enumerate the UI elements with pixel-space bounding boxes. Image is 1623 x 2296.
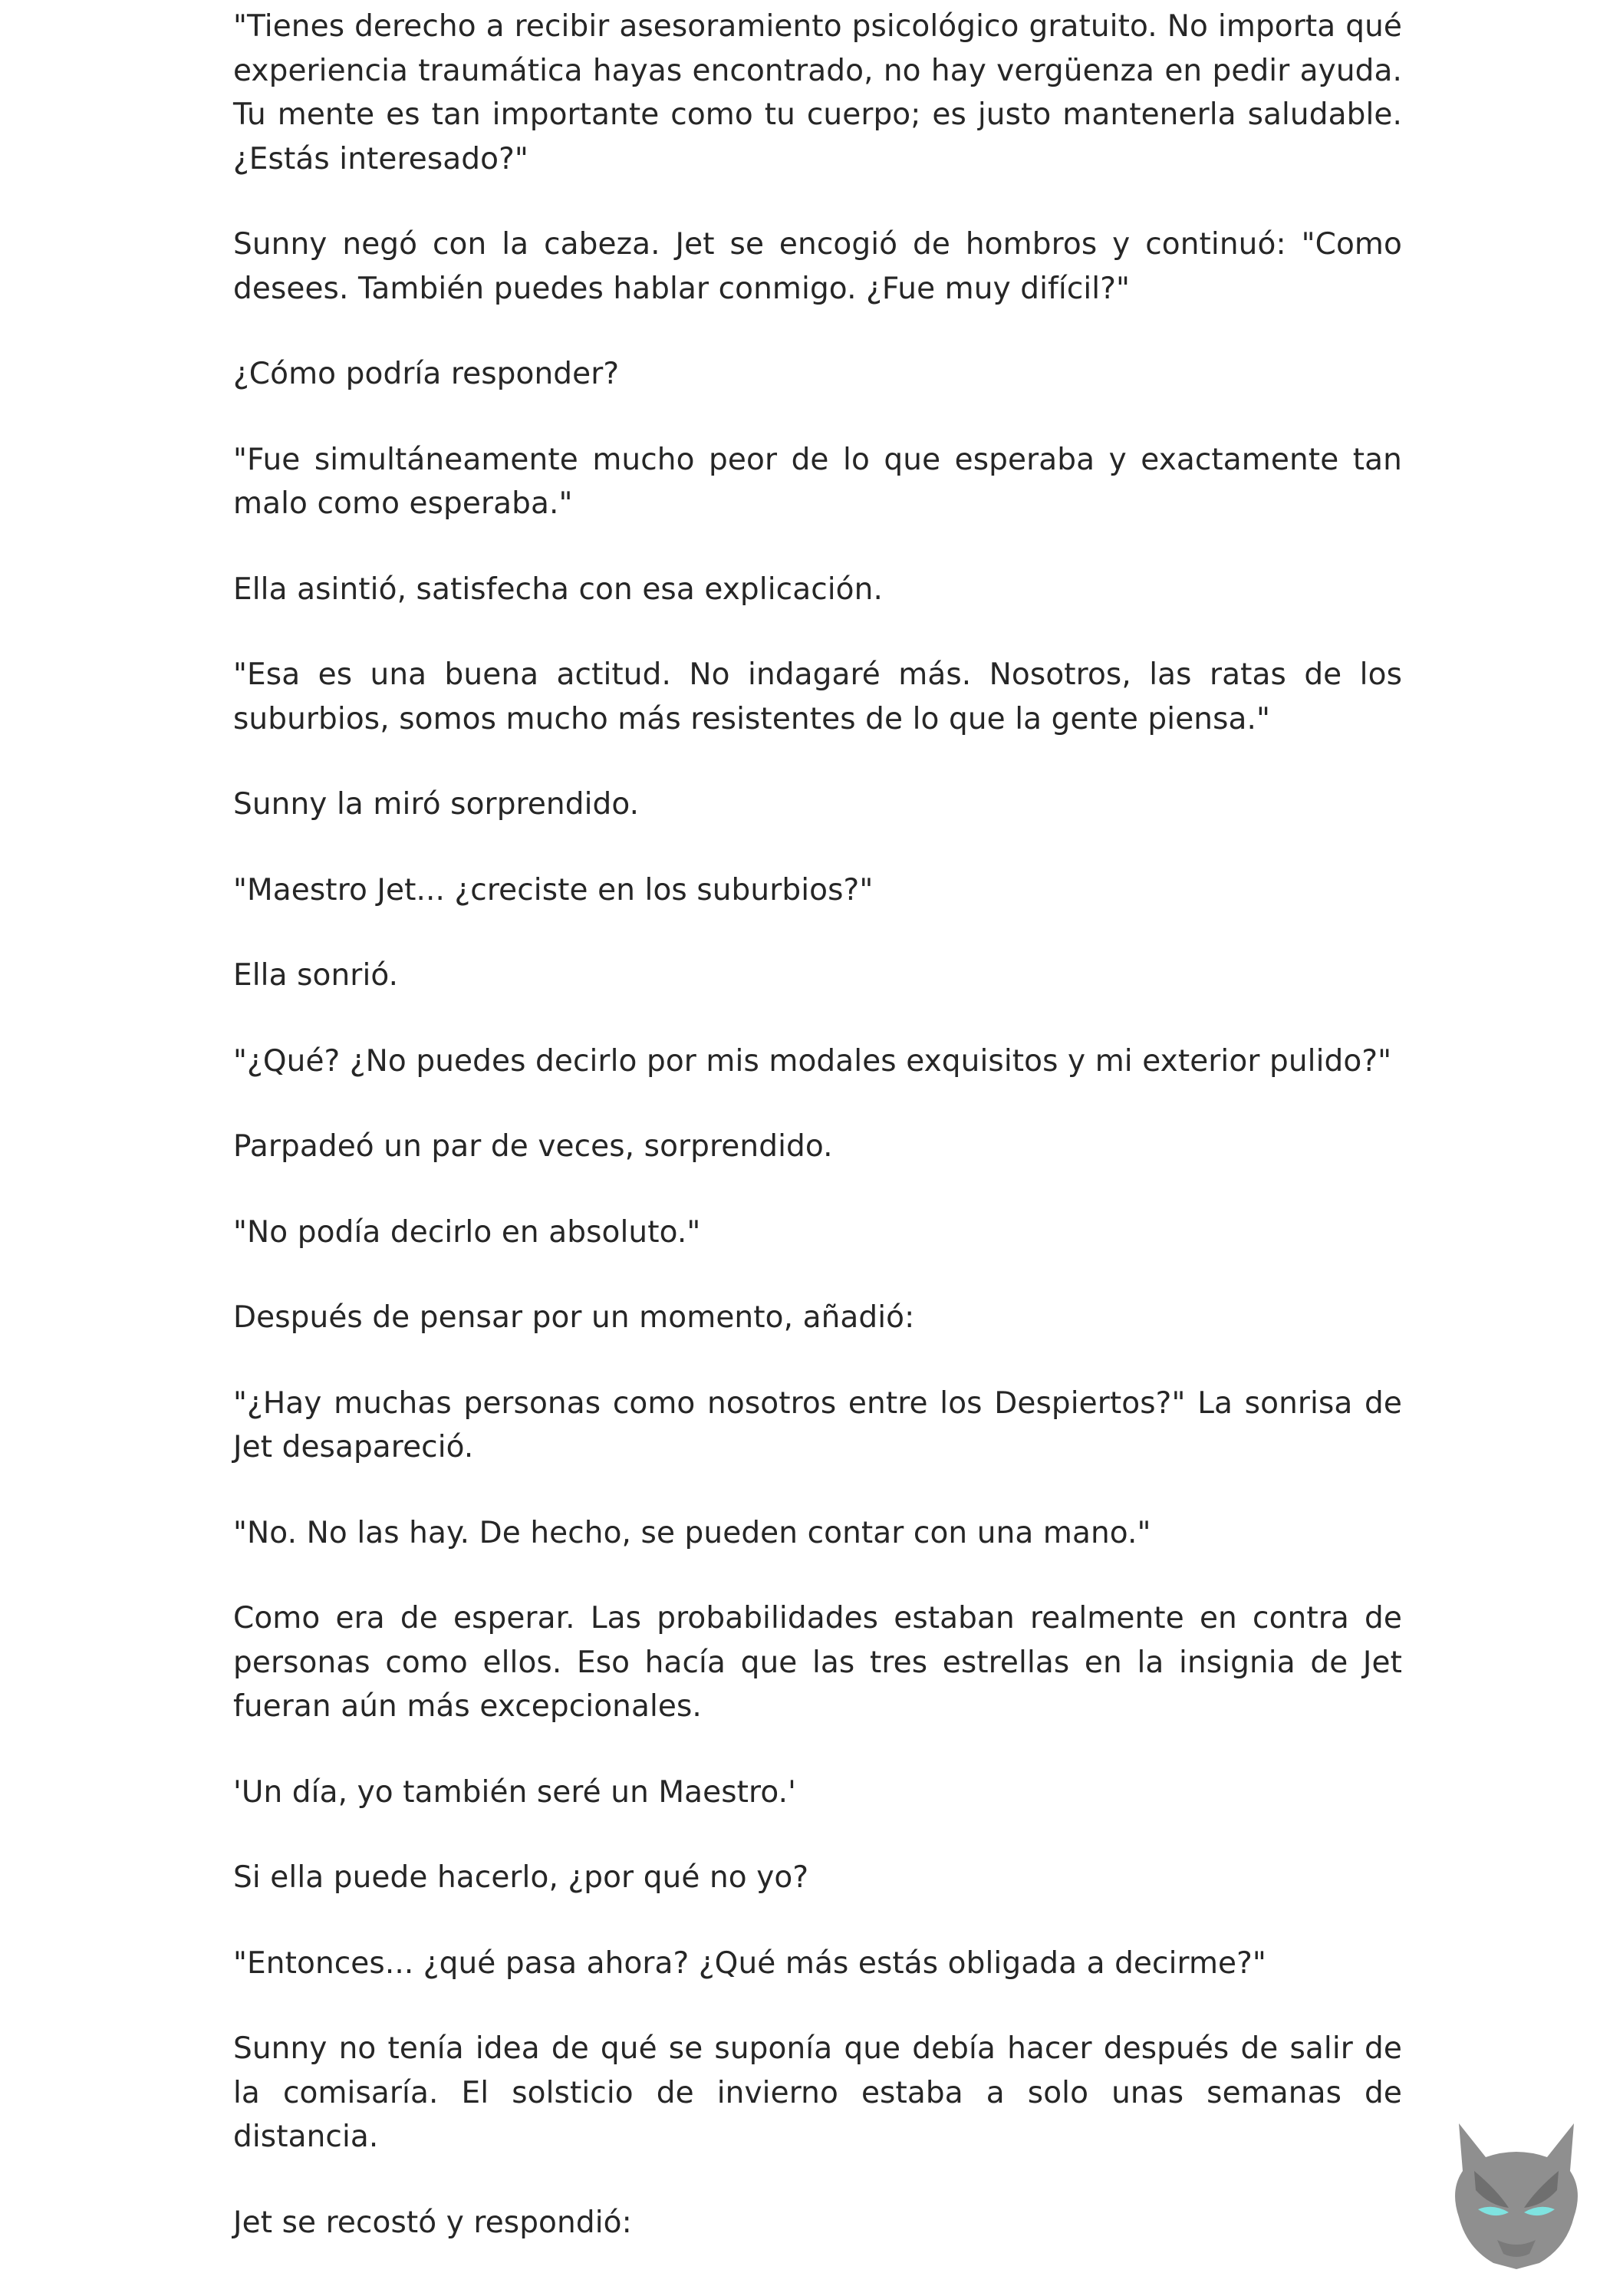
- paragraph: "Esa es una buena actitud. No indagaré más. Nosotros, las ratas de los suburbios, somos mucho más resistentes de lo que la gente piensa.": [233, 657, 1402, 736]
- paragraph: Sunny la miró sorprendido.: [233, 787, 640, 822]
- paragraph: Después de pensar por un momento, añadió:: [233, 1300, 915, 1335]
- paragraph: "Tienes derecho a recibir asesoramiento psicológico gratuito. No importa qué experiencia traumática hayas encontrado, no hay vergüenza en pedir ayuda. Tu mente es tan importante como tu cuerpo; es justo mantenerla saludable. ¿Estás interesado?": [233, 9, 1402, 176]
- paragraph: Jet se recostó y respondió:: [233, 2205, 632, 2240]
- paragraph: "Maestro Jet... ¿creciste en los suburbios?": [233, 872, 874, 908]
- paragraph: ¿Cómo podría responder?: [233, 357, 620, 391]
- paragraph: "Entonces... ¿qué pasa ahora? ¿Qué más estás obligada a decirme?": [233, 1945, 1266, 1981]
- paragraph: "¿Hay muchas personas como nosotros entre los Despiertos?" La sonrisa de Jet desapareció.: [233, 1385, 1402, 1464]
- paragraph: Sunny no tenía idea de qué se suponía que debía hacer después de salir de la comisaría. El solsticio de invierno estaba a solo unas semanas de distancia.: [233, 2031, 1402, 2154]
- paragraph: "No. No las hay. De hecho, se pueden contar con una mano.": [233, 1515, 1151, 1550]
- paragraph: 'Un día, yo también seré un Maestro.': [233, 1774, 796, 1810]
- paragraph: "No podía decirlo en absoluto.": [233, 1214, 701, 1250]
- paragraph: Parpadeó un par de veces, sorprendido.: [233, 1129, 833, 1164]
- paragraph: Ella sonrió.: [233, 958, 399, 993]
- paragraph: Ella asintió, satisfecha con esa explicación.: [233, 572, 883, 607]
- paragraph: Si ella puede hacerlo, ¿por qué no yo?: [233, 1860, 809, 1895]
- demon-head-logo-icon: [1444, 2117, 1589, 2271]
- paragraph: "Fue simultáneamente mucho peor de lo que esperaba y exactamente tan malo como esperaba.": [233, 442, 1402, 521]
- paragraph: Como era de esperar. Las probabilidades estaban realmente en contra de personas como ellos. Eso hacía que las tres estrellas en la insignia de Jet fueran aún más excepcionales.: [233, 1601, 1402, 1724]
- paragraph: Sunny negó con la cabeza. Jet se encogió de hombros y continuó: "Como desees. También puedes hablar conmigo. ¿Fue muy difícil?": [233, 227, 1402, 306]
- paragraph: "¿Qué? ¿No puedes decirlo por mis modales exquisitos y mi exterior pulido?": [233, 1043, 1392, 1079]
- story-text: [233, 5, 1402, 2286]
